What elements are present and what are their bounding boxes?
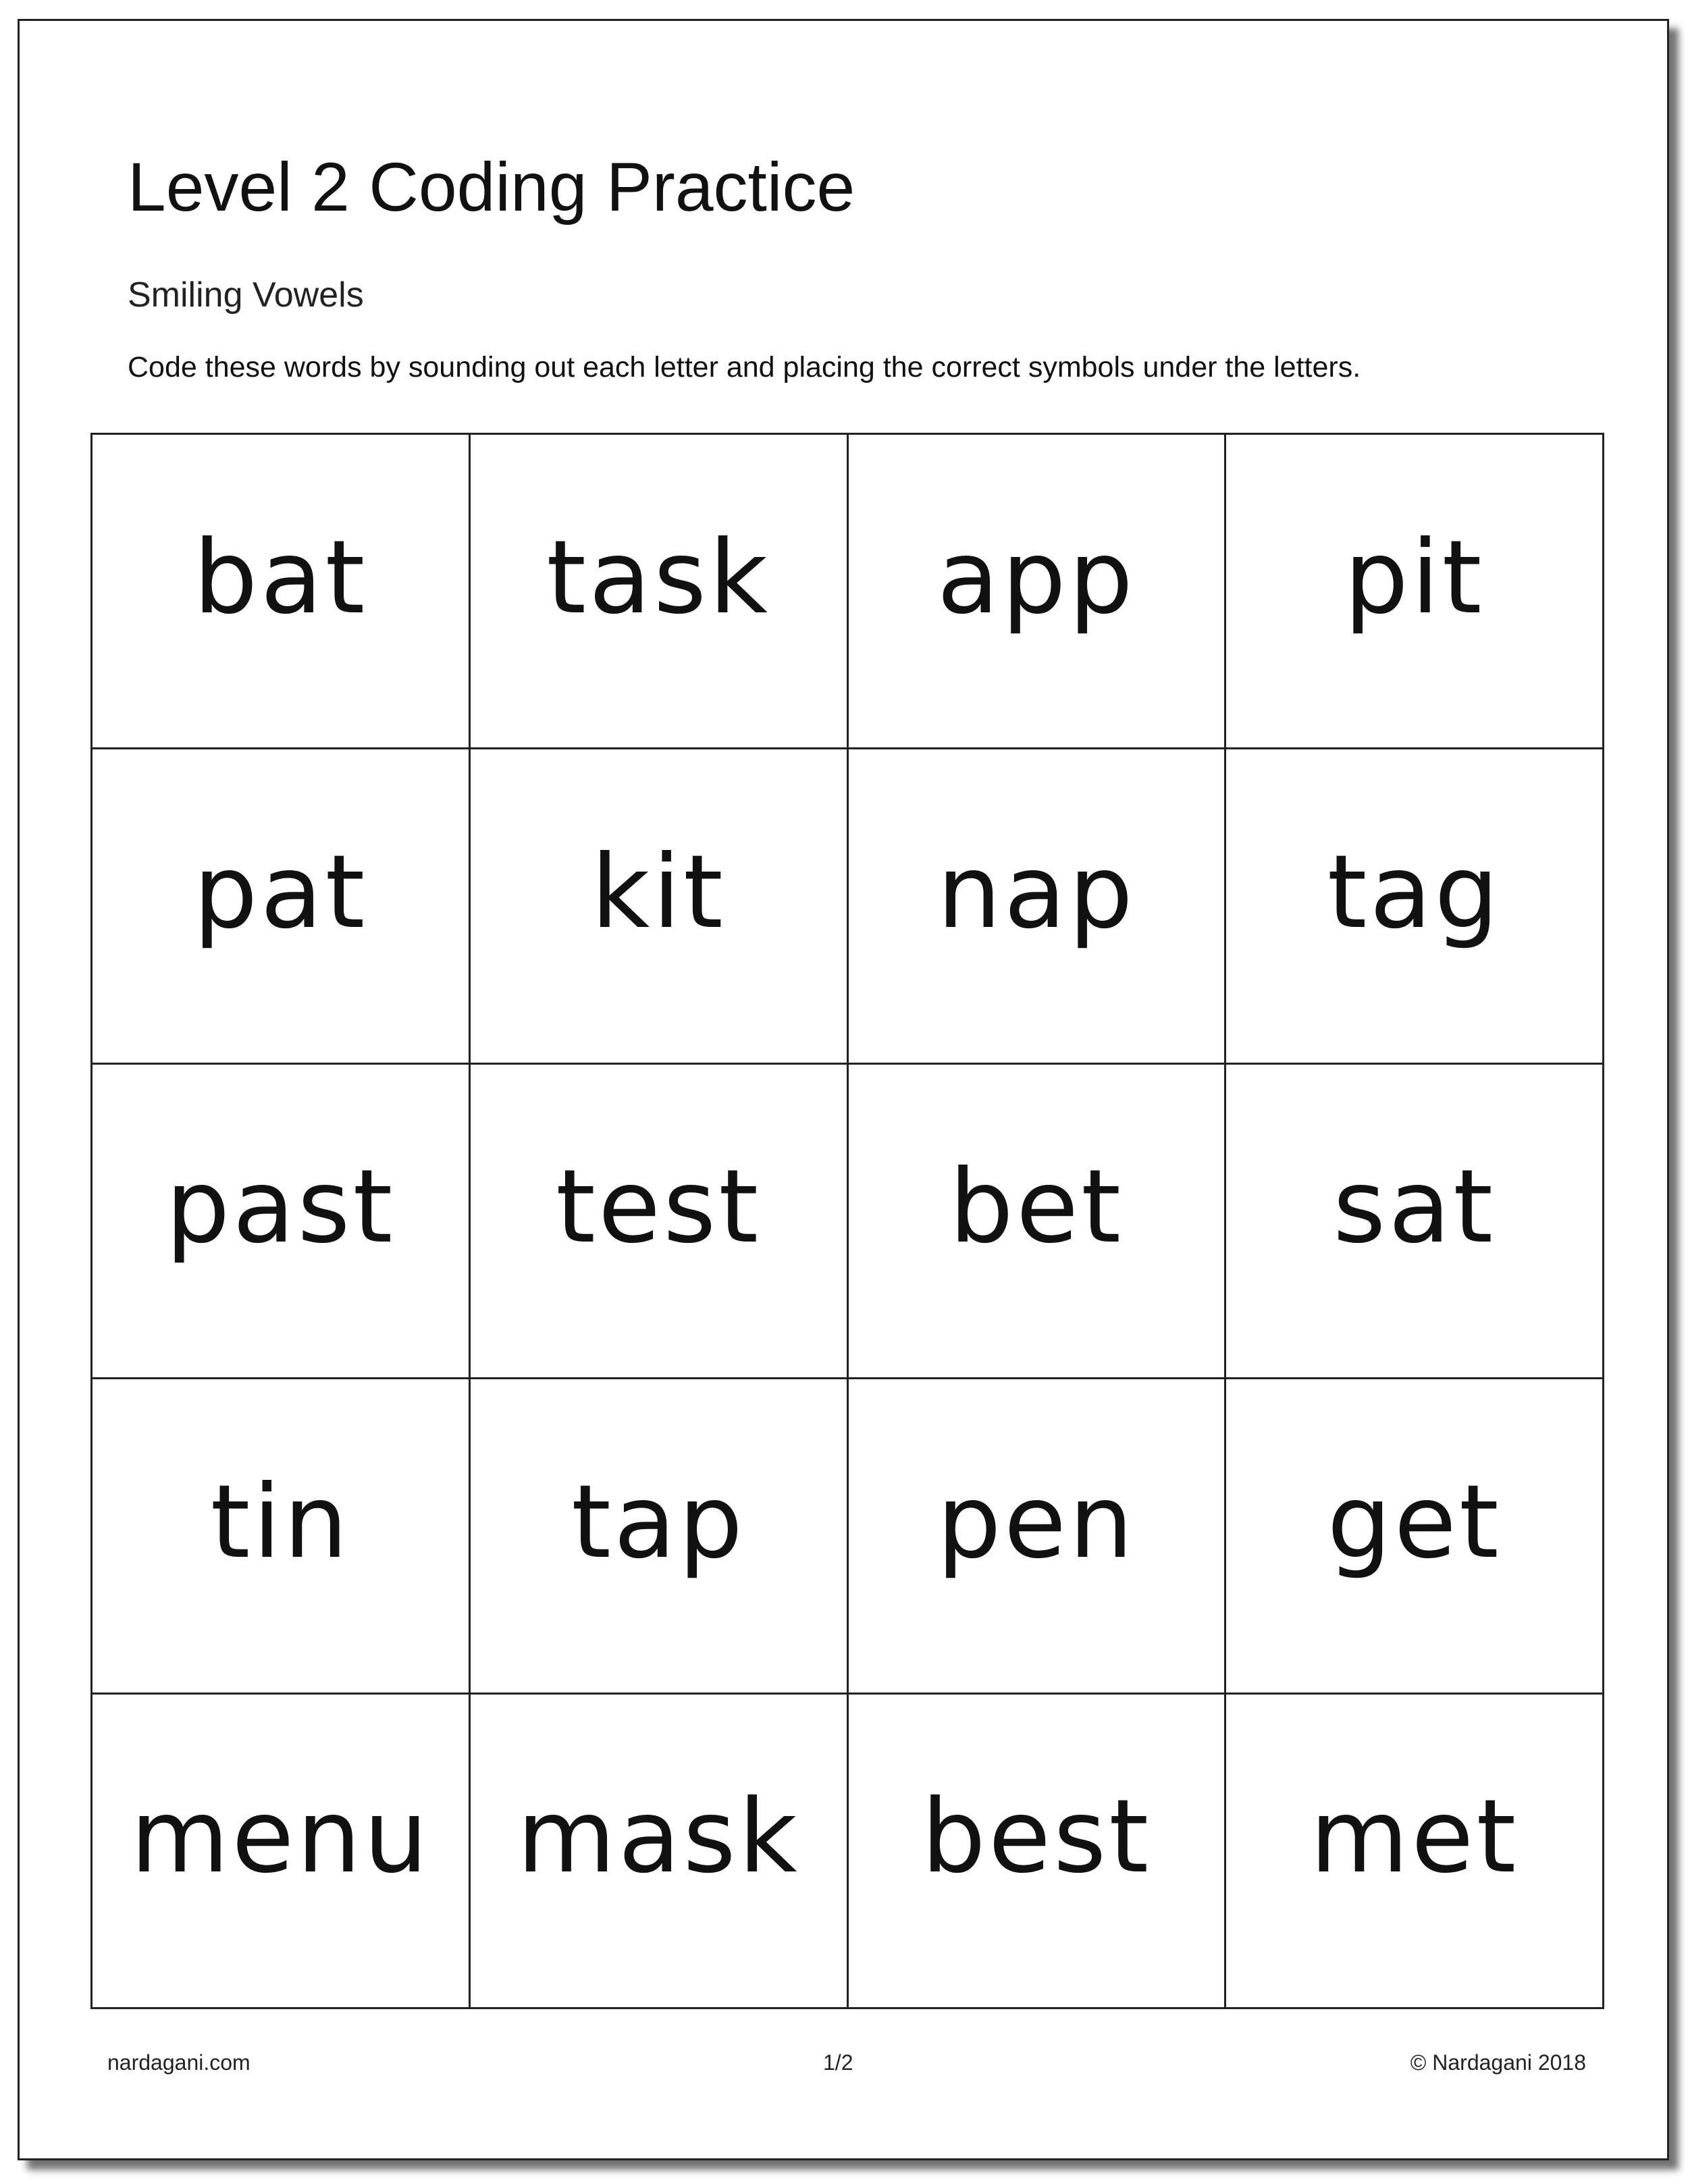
word-cell [471, 1695, 849, 2009]
word-text: mask [517, 1778, 800, 1896]
word-text: menu [130, 1778, 431, 1896]
word-cell [849, 1379, 1227, 1694]
worksheet-title: Level 2 Coding Practice [128, 149, 855, 225]
word-cell [471, 1379, 849, 1694]
footer-website: nardagani.com [107, 2050, 250, 2075]
word-text: met [1310, 1778, 1519, 1896]
word-cell [849, 749, 1227, 1064]
word-cell [1226, 1695, 1604, 2009]
word-text: tap [571, 1463, 746, 1581]
word-cell [849, 1695, 1227, 2009]
word-cell [93, 1379, 471, 1694]
footer-page-number: 1/2 [823, 2050, 853, 2075]
footer-copyright: © Nardagani 2018 [1410, 2050, 1586, 2075]
word-text: bet [949, 1148, 1124, 1267]
word-cell [93, 749, 471, 1064]
word-text: kit [591, 834, 726, 952]
word-cell [849, 435, 1227, 749]
word-text: pat [193, 834, 368, 952]
worksheet-page [18, 19, 1669, 2160]
word-text: task [546, 518, 770, 637]
worksheet-subtitle: Smiling Vowels [128, 275, 364, 315]
word-text: tag [1327, 834, 1502, 952]
word-text: best [921, 1778, 1152, 1896]
word-cell [849, 1065, 1227, 1379]
word-cell [471, 749, 849, 1064]
word-text: tin [210, 1463, 351, 1581]
word-cell [471, 1065, 849, 1379]
word-cell [1226, 1379, 1604, 1694]
word-text: pit [1344, 518, 1485, 637]
word-text: pen [937, 1463, 1136, 1581]
word-cell [471, 435, 849, 749]
worksheet-instructions: Code these words by sounding out each letter and placing the correct symbols under the letters. [128, 351, 1361, 383]
word-cell [1226, 435, 1604, 749]
word-text: get [1327, 1463, 1502, 1581]
word-grid [90, 433, 1604, 2009]
word-cell [1226, 1065, 1604, 1379]
word-text: past [165, 1148, 396, 1267]
word-text: sat [1333, 1148, 1496, 1267]
word-cell [93, 1695, 471, 2009]
word-text: app [937, 518, 1136, 637]
word-cell [93, 435, 471, 749]
word-text: nap [937, 834, 1136, 952]
word-text: test [556, 1148, 762, 1267]
word-text: bat [193, 518, 368, 637]
word-cell [1226, 749, 1604, 1064]
word-cell [93, 1065, 471, 1379]
